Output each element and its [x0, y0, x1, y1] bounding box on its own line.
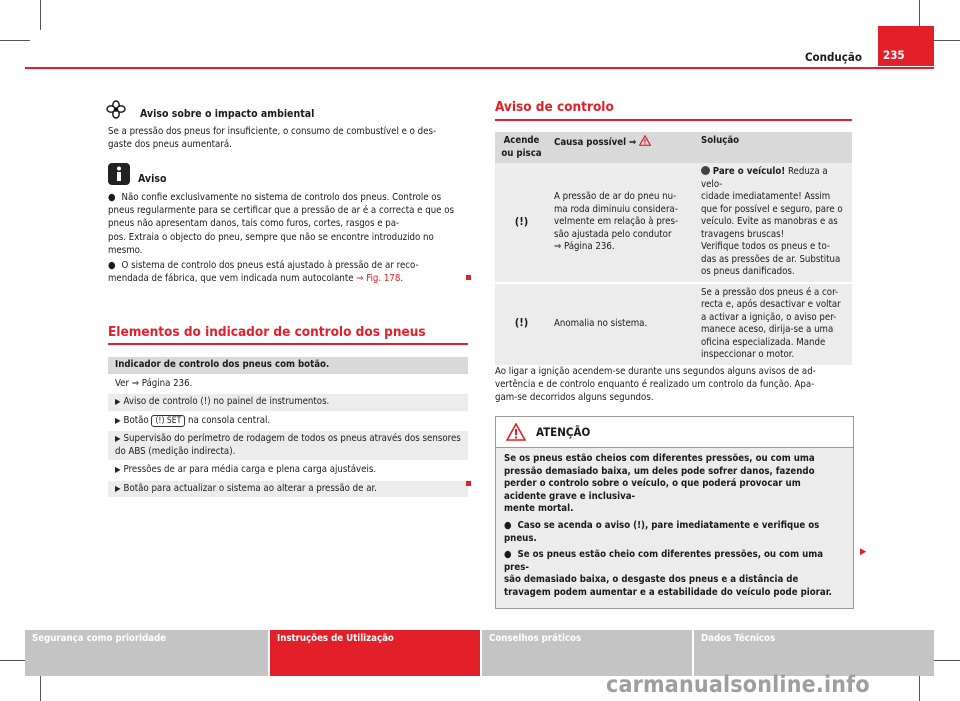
notice-bullet-text: Não confie exclusivamente no sistema de controlo dos pneus. Controle os pneus regularmente para se certificar que a pressão de ar é a correcta e que os pneus não apresentam danos, tais como furos, cortes, rasgos e pa- pos. Extraia o objecto do pneu, sempre que não se encontre introduzido no mesmo.	[108, 192, 454, 256]
figure-link[interactable]: ⇒ Fig. 178	[356, 273, 401, 285]
table-cell-solution	[695, 163, 852, 283]
triangle-right-icon: ▶	[115, 397, 121, 406]
watermark: carmanualsonline.info	[606, 672, 870, 698]
warning-bullet-text: , pare imediatamente e verifique os pneus.	[504, 519, 820, 544]
page-link[interactable]: Ver ⇒ Página 236.	[115, 377, 193, 389]
notice-title: Aviso	[138, 173, 167, 185]
elements-list	[108, 357, 468, 499]
tpms-symbol: (!)	[514, 316, 529, 330]
stop-dot-icon	[701, 166, 710, 175]
environment-note-text: Se a pressão dos pneus for insuficiente, o consumo de combustível e o des- gaste dos pneus aumentará.	[108, 126, 437, 151]
triangle-right-icon: ▶	[115, 434, 121, 443]
triangle-right-icon: ▶	[115, 483, 121, 493]
set-key-label: SET	[166, 415, 182, 426]
table-cell-solution: Se a pressão dos pneus é a cor- recta e, após desactivar e voltar a activar a ignição, o aviso per- manece aceso, dirija-se a uma oficina especializada. Mande inspeccionar o motor.	[695, 283, 852, 365]
list-item	[108, 394, 468, 413]
list-item	[108, 413, 468, 432]
page-number: 235	[878, 26, 934, 66]
crop-mark	[930, 40, 960, 41]
warning-triangle-icon	[639, 135, 651, 146]
warning-header	[496, 417, 853, 448]
info-icon	[108, 163, 130, 185]
section-end-marker	[466, 481, 471, 486]
warning-triangle-icon	[506, 423, 526, 441]
list-item-text: Botão para actualizar o sistema ao alterar a pressão de ar.	[123, 482, 377, 494]
list-item	[108, 481, 468, 500]
warning-bullet: ● Se os pneus estão cheio com diferentes pressões, ou com uma pres- são demasiado baixa, o desgaste dos pneus e a distância de travagem podem aumentar e a estabilidade do veículo pode piorar.	[504, 549, 832, 598]
list-item-text: Pressões de ar para média carga e plena carga ajustáveis.	[123, 464, 377, 475]
notice-header	[108, 163, 166, 185]
col-header-cause	[548, 132, 695, 163]
list-item	[108, 462, 468, 481]
set-button-key	[151, 415, 185, 427]
tpms-warning-icon	[495, 283, 548, 365]
list-item-text: Aviso de controlo	[123, 396, 198, 407]
notice-bullet-text: O sistema de controlo dos pneus está ajustado à pressão de ar reco- mendada de fábrica, que vem indicada num autocolante	[108, 260, 419, 285]
warning-bullet-text: Se os pneus estão cheio com diferentes pressões, ou com uma pres- são demasiado baixa, o desgaste dos pneus e a distância de travagem podem aumentar e a estabilidade do veículo pode piorar.	[504, 549, 832, 598]
tab-safety[interactable]: Segurança como prioridade	[25, 630, 268, 676]
notice-bullet-end: .	[400, 273, 404, 285]
tab-practical-tips[interactable]: Conselhos práticos	[482, 630, 692, 676]
col-header-cause-label: Causa possível ⇒	[554, 137, 637, 148]
warning-body	[496, 448, 853, 608]
header-rule	[25, 67, 934, 69]
warning-bullet: ● Caso se acenda o aviso (!), pare imediatamente e verifique os pneus.	[504, 519, 820, 544]
heading-rule	[495, 119, 852, 121]
col-header-lights: Acende ou pisca	[495, 132, 548, 163]
warning-bullet-text: Caso se acenda o aviso	[517, 519, 631, 531]
flower-icon	[106, 100, 126, 120]
elements-table-title: Indicador de controlo dos pneus com botão.	[108, 357, 468, 376]
tpms-warning-icon: (!)	[633, 519, 645, 531]
table-cell-cause: A pressão de ar do pneu nu- ma roda diminuiu considera- velmente em relação à pres- são ajustada pelo condutor ⇒ Página 236.	[548, 163, 695, 283]
crop-mark	[930, 660, 960, 661]
crop-mark	[40, 0, 41, 30]
elements-heading: Elementos do indicador de controlo dos pneus	[108, 324, 426, 340]
tpms-key-symbol: (!)	[155, 415, 165, 426]
control-heading: Aviso de controlo	[495, 99, 614, 115]
triangle-right-icon: ▶	[115, 415, 121, 425]
notice-bullet: ● O sistema de controlo dos pneus está ajustado à pressão de ar reco- mendada de fábrica, que vem indicada num autocolante ⇒ Fig. 178.	[108, 260, 419, 285]
environment-note	[108, 100, 468, 120]
tab-instructions[interactable]: Instruções de Utilização	[270, 630, 480, 676]
control-table	[495, 132, 852, 365]
tpms-warning-icon: (!)	[200, 396, 211, 407]
tpms-symbol: (!)	[514, 214, 529, 228]
warning-text: Se os pneus estão cheios com diferentes pressões, ou com uma pressão demasiado baixa, um deles pode sofrer danos, fazendo perder o controlo sobre o veículo, o que poderá provocar um acidente grave e inclusiva- mente mortal.	[504, 453, 815, 515]
table-cell-cause: Anomalia no sistema.	[548, 283, 695, 365]
list-item-text: no painel de instrumentos.	[213, 396, 330, 407]
environment-note-title: Aviso sobre o impacto ambiental	[140, 108, 315, 120]
heading-rule	[108, 343, 468, 345]
warning-title: ATENÇÃO	[536, 425, 591, 439]
list-item-text: na consola central.	[188, 414, 271, 426]
list-item-text: Botão	[123, 414, 149, 426]
col-header-solution: Solução	[695, 132, 852, 163]
section-title: Condução	[804, 50, 862, 64]
warning-box	[495, 416, 854, 609]
tpms-warning-icon	[495, 163, 548, 283]
stop-vehicle-label: Pare o veículo!	[712, 166, 786, 177]
crop-mark	[0, 40, 30, 41]
section-end-marker	[466, 275, 471, 280]
tab-technical-data[interactable]: Dados Técnicos	[694, 630, 934, 676]
see-reference	[108, 376, 468, 395]
list-item	[108, 431, 468, 462]
list-item-text: Supervisão do perímetro de rodagem de todos os pneus através dos sensores do ABS (medição indirecta).	[115, 433, 461, 457]
triangle-right-icon: ▶	[115, 465, 121, 474]
continue-arrow-icon: ▶	[860, 547, 867, 557]
notice-bullet: ● Não confie exclusivamente no sistema de controlo dos pneus. Controle os pneus regularmente para se certificar que a pressão de ar é a correcta e que os pneus não apresentam danos, tais como furos, cortes, rasgos e pa- pos. Extraia o objecto do pneu, sempre que não se encontre introduzido no mesmo.	[108, 192, 454, 256]
ignition-text: Ao ligar a ignição acendem-se durante uns segundos alguns avisos de ad- vertência e de controlo enquanto é realizado um controlo da função. Apa- gam-se decorridos alguns segundos.	[495, 366, 816, 404]
solution-text: Reduza a velo- cidade imediatamente! Assim que for possível e seguro, pare o veículo. Evite as manobras e as travagens bruscas! Verifique todos os pneus e to- das as pressões de ar. Substitua os pneus danificados.	[701, 166, 843, 277]
